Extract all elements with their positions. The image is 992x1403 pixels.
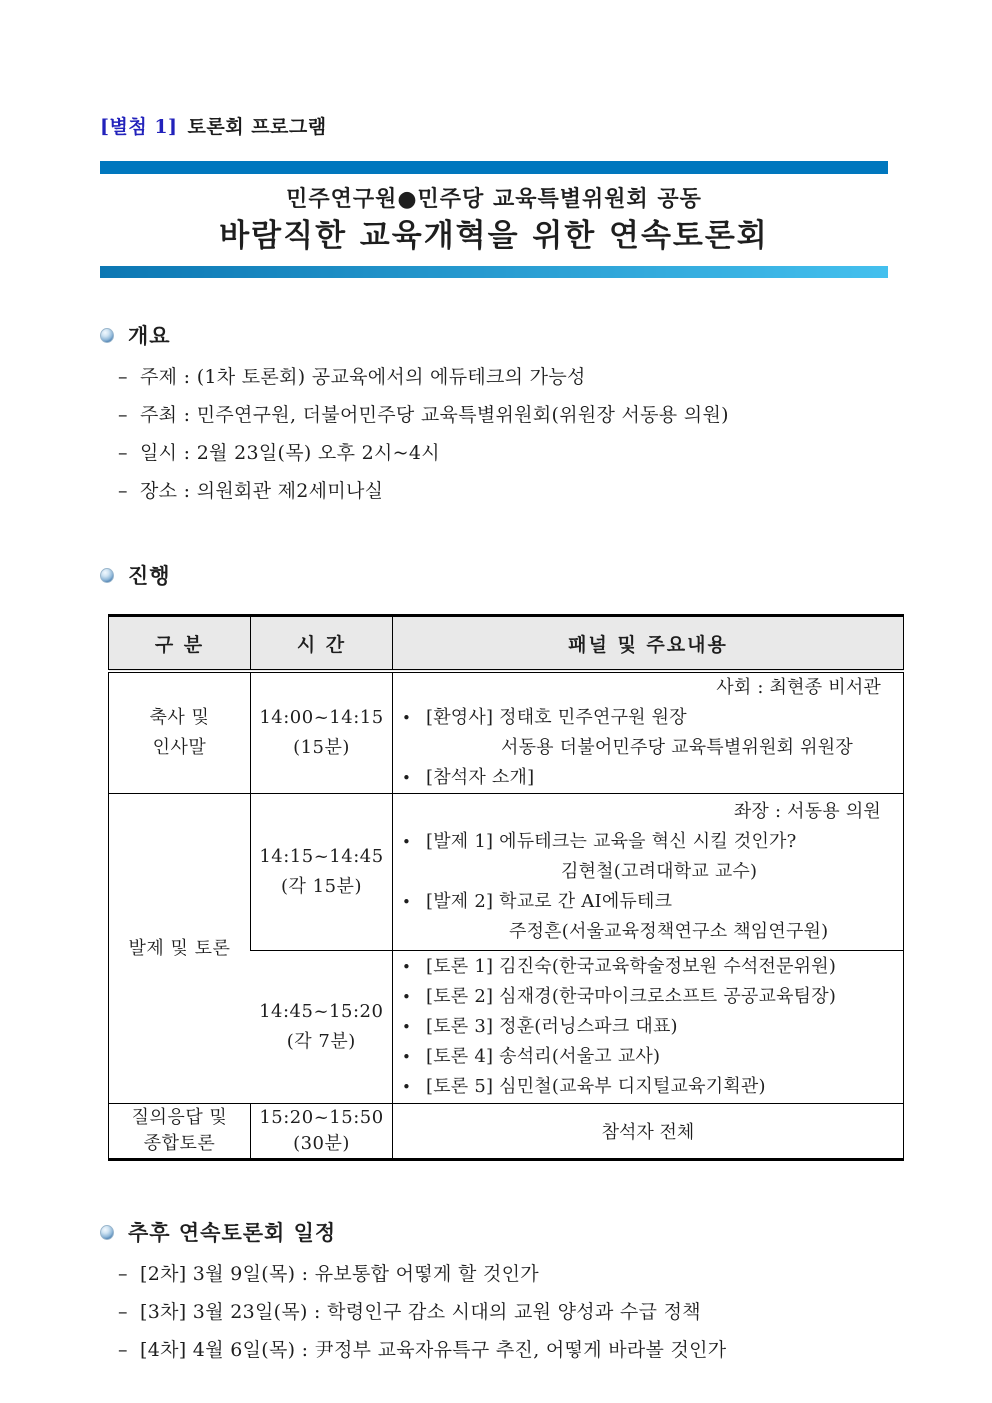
upcoming-heading-label: 추후 연속토론회 일정 — [128, 1220, 337, 1245]
time-cell — [251, 794, 393, 951]
overview-list — [100, 358, 905, 510]
moderator-line: 좌장 : 서동용 의원 — [733, 801, 881, 822]
panel-line — [393, 1072, 903, 1102]
category-line: 인사말 — [152, 737, 207, 758]
category-cell — [109, 794, 251, 1104]
time-duration: (각 15분) — [281, 876, 362, 897]
panel-line — [393, 1042, 903, 1072]
dash-marker: – — [118, 1263, 128, 1285]
list-item-text: [4차] 4월 6일(목) : 尹정부 교육자유특구 추진, 어떻게 바라볼 것인가 — [140, 1339, 727, 1361]
panel-line-text: [토론 1] 김진숙(한국교육학술정보원 수석전문위원) — [426, 956, 837, 977]
list-item-text: 일시 : 2월 23일(목) 오후 2시~4시 — [140, 442, 440, 464]
panel-cell — [393, 951, 904, 1104]
category-line: 종합토론 — [143, 1133, 216, 1154]
panel-cell — [393, 794, 904, 951]
category-cell — [109, 1104, 251, 1160]
upcoming-heading — [100, 1217, 905, 1247]
panel-line: 김현철(고려대학교 교수) — [561, 861, 758, 882]
overview-heading-label: 개요 — [128, 323, 171, 348]
panel-line-text: [발제 1] 에듀테크는 교육을 혁신 시킬 것인가? — [426, 831, 797, 852]
table-row — [109, 1104, 904, 1160]
panel-line-text: [토론 5] 심민철(교육부 디지털교육기획관) — [426, 1076, 766, 1097]
banner-subtitle: 민주연구원●민주당 교육특별위원회 공동 — [286, 186, 702, 212]
panel-line: 주정흔(서울교육정책연구소 책임연구원) — [509, 921, 829, 942]
list-item — [100, 358, 905, 396]
bullet-dot-icon: • — [402, 988, 412, 1006]
proceedings-heading — [100, 560, 905, 590]
time-duration: (각 7분) — [286, 1031, 356, 1052]
bullet-dot-icon: • — [402, 709, 412, 727]
table-row — [109, 794, 904, 951]
header-time: 시 간 — [251, 616, 393, 672]
overview-heading — [100, 320, 905, 350]
bullet-dot-icon: • — [402, 1078, 412, 1096]
bullet-dot-icon: • — [402, 1018, 412, 1036]
list-item — [100, 1293, 905, 1331]
panel-line — [393, 982, 903, 1012]
header-panel: 패널 및 주요내용 — [393, 616, 904, 672]
bullet-dot-icon: • — [402, 833, 412, 851]
time-cell — [251, 951, 393, 1104]
list-item-text: 장소 : 의원회관 제2세미나실 — [140, 480, 384, 502]
doc-header-title: 토론회 프로그램 — [187, 116, 327, 138]
panel-line — [393, 1012, 903, 1042]
attachment-tag: [별첨 1] — [100, 116, 178, 138]
list-item — [100, 1331, 905, 1369]
time-duration: (30분) — [293, 1133, 350, 1154]
sphere-bullet-icon — [100, 1225, 114, 1240]
panel-cell — [393, 671, 904, 794]
time-range: 15:20~15:50 — [259, 1107, 384, 1128]
list-item-text: 주제 : (1차 토론회) 공교육에서의 에듀테크의 가능성 — [140, 366, 586, 388]
bottom-gradient-bar — [100, 266, 888, 278]
panel-line-text: [참석자 소개] — [426, 767, 535, 788]
time-cell — [251, 1104, 393, 1160]
panel-line-text: [토론 3] 정훈(러닝스파크 대표) — [426, 1016, 678, 1037]
title-banner — [100, 161, 888, 278]
bullet-dot-icon: • — [402, 958, 412, 976]
bullet-dot-icon: • — [402, 1048, 412, 1066]
bullet-dot-icon: • — [402, 893, 412, 911]
panel-line — [393, 887, 903, 917]
panel-line-text: [토론 4] 송석리(서울고 교사) — [426, 1046, 661, 1067]
sphere-bullet-icon — [100, 568, 114, 583]
time-range: 14:45~15:20 — [259, 1001, 384, 1022]
category-cell — [109, 671, 251, 794]
list-item-text: [3차] 3월 23일(목) : 학령인구 감소 시대의 교원 양성과 수급 정책 — [140, 1301, 701, 1323]
panel-line — [393, 827, 903, 857]
bullet-dot-icon: • — [402, 769, 412, 787]
time-cell — [251, 671, 393, 794]
upcoming-list — [100, 1255, 905, 1369]
time-range: 14:00~14:15 — [259, 707, 384, 728]
list-item-text: 주최 : 민주연구원, 더불어민주당 교육특별위원회(위원장 서동용 의원) — [140, 404, 729, 426]
section-proceedings — [100, 560, 905, 1161]
list-item — [100, 472, 905, 510]
dash-marker: – — [118, 442, 128, 464]
panel-cell — [393, 1104, 904, 1160]
panel-line — [393, 703, 903, 733]
category-line: 질의응답 및 — [131, 1107, 228, 1128]
section-upcoming — [100, 1217, 905, 1369]
time-duration: (15분) — [293, 737, 350, 758]
program-table — [108, 614, 904, 1161]
doc-header — [92, 112, 905, 139]
section-overview — [100, 320, 905, 510]
list-item — [100, 396, 905, 434]
dash-marker: – — [118, 1339, 128, 1361]
category-line: 발제 및 토론 — [128, 937, 231, 959]
panel-line-text: [발제 2] 학교로 간 AI에듀테크 — [426, 891, 673, 912]
panel-line-text: [토론 2] 심재경(한국마이크로소프트 공공교육팀장) — [426, 986, 837, 1007]
panel-line — [393, 763, 903, 793]
dash-marker: – — [118, 366, 128, 388]
table-header-row — [109, 616, 904, 672]
list-item — [100, 434, 905, 472]
list-item — [100, 1255, 905, 1293]
category-line: 축사 및 — [149, 707, 210, 728]
sphere-bullet-icon — [100, 328, 114, 343]
time-range: 14:15~14:45 — [259, 846, 384, 867]
header-category: 구 분 — [109, 616, 251, 672]
panel-line-text: [환영사] 정태호 민주연구원 원장 — [426, 707, 687, 728]
banner-title: 바람직한 교육개혁을 위한 연속토론회 — [219, 218, 769, 254]
moderator-line: 사회 : 최현종 비서관 — [716, 677, 881, 698]
dash-marker: – — [118, 480, 128, 502]
panel-line-text: 참석자 전체 — [601, 1122, 695, 1143]
dash-marker: – — [118, 1301, 128, 1323]
table-row — [109, 671, 904, 794]
top-blue-bar — [100, 161, 888, 174]
panel-line — [393, 952, 903, 982]
dash-marker: – — [118, 404, 128, 426]
panel-line: 서동용 더불어민주당 교육특별위원회 위원장 — [501, 737, 853, 758]
proceedings-heading-label: 진행 — [128, 563, 171, 588]
list-item-text: [2차] 3월 9일(목) : 유보통합 어떻게 할 것인가 — [140, 1263, 539, 1285]
